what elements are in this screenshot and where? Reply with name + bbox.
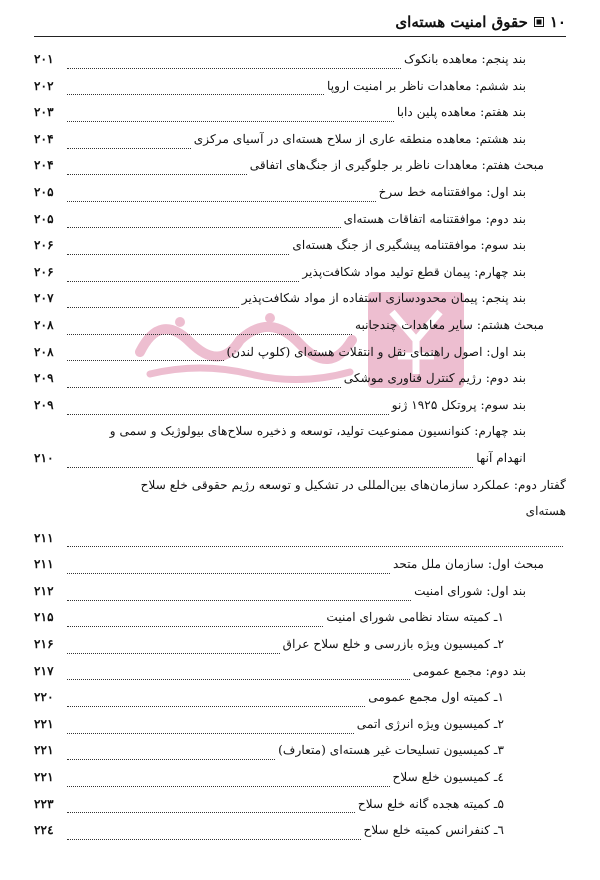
toc-page-number: ۲۱۰	[34, 450, 54, 465]
leader-dots	[67, 242, 289, 255]
toc-entry-title: بند اول: موافقتنامه خط سرخ	[378, 184, 526, 199]
toc-entry-title: بند هشتم: معاهده منطقه عاری از سلاح هسته‌ای در آسیای مرکزی	[193, 131, 526, 146]
toc-page-number: ۲۰۱	[34, 52, 54, 66]
toc-entry	[0, 312, 600, 339]
leader-dots	[67, 800, 355, 813]
leader-dots	[67, 348, 224, 361]
toc-entry-title: ۱ـ کمیته ستاد نظامی شورای امنیت	[326, 610, 504, 625]
toc-page-number: ۲۱۱	[34, 557, 54, 572]
toc-entry	[0, 817, 600, 844]
toc-page-number: ۲۲۳	[34, 796, 54, 811]
leader-dots	[67, 827, 361, 840]
toc-page-number: ۲۱۲	[34, 583, 54, 598]
toc-page-number: ۲۰۶	[34, 238, 54, 253]
toc-entry-line: گفتار دوم: عملکرد سازمان‌های بین‌المللی در تشکیل و توسعه رژیم حقوقی خلع سلاح	[140, 477, 566, 492]
toc-entry	[0, 126, 600, 153]
toc-entry-title: ٤ـ کمیسیون خلع سلاح	[392, 770, 504, 785]
toc-entry	[0, 206, 600, 233]
toc-page-number: ۲۰۲	[34, 78, 54, 93]
toc-entry	[0, 658, 600, 685]
toc-entry-title: مبحث هشتم: سایر معاهدات چندجانبه	[354, 317, 544, 332]
toc-entry-title: بند چهارم: پیمان قطع تولید مواد شکافت‌پذیر	[302, 264, 526, 279]
toc-entry-title: ۲ـ کمیسیون ویژه بازرسی و خلع سلاح عراق	[282, 637, 504, 652]
toc-entry-multiline	[0, 472, 600, 552]
page-number: ۱۰	[549, 13, 566, 31]
toc-page-number: ۲۲۱	[34, 770, 54, 785]
toc-entry-title: بند اول: شورای امنیت	[414, 583, 526, 598]
toc-entry	[0, 604, 600, 631]
leader-dots	[67, 189, 376, 202]
leader-dots	[67, 561, 390, 574]
leader-dots	[67, 375, 341, 388]
toc-page-number: ۲۰۶	[34, 264, 54, 279]
leader-dots	[67, 641, 280, 654]
toc-entry-title: مبحث هفتم: معاهدات ناظر بر جلوگیری از جنگ‌های اتفاقی	[249, 158, 544, 173]
leader-dots	[67, 614, 323, 627]
toc-page-number: ۲۰۹	[34, 397, 54, 412]
book-title: حقوق امنیت هسته‌ای	[395, 13, 528, 31]
leader-dots	[67, 295, 239, 308]
toc-page-number: ۲۰۳	[34, 105, 54, 120]
toc-entry-title: بند سوم: موافقتنامه پیشگیری از جنگ هسته‌ای	[292, 238, 526, 253]
toc-page-number: ۲۰۴	[34, 131, 54, 146]
table-of-contents	[0, 46, 600, 844]
toc-entry-title: ۲ـ کمیسیون ویژه انرژی اتمی	[356, 716, 504, 731]
toc-entry-line: بند چهارم: کنوانسیون ممنوعیت تولید، توسعه و ذخیره سلاح‌های بیولوژیک و سمی و	[109, 424, 526, 439]
toc-entry	[0, 232, 600, 259]
toc-entry-title: ۳ـ کمیسیون تسلیحات غیر هسته‌ای (متعارف)	[278, 743, 504, 758]
toc-entry-title: بند اول: اصول راهنمای نقل و انتقلات هسته‌ای (کلوپ لندن)	[226, 344, 526, 359]
toc-page-number: ۲۱۶	[34, 637, 54, 652]
toc-entry	[0, 339, 600, 366]
leader-dots	[67, 402, 389, 415]
toc-page-number: ۲۰۸	[34, 317, 54, 332]
leader-dots	[67, 747, 275, 760]
toc-entry-line: انهدام آنها	[476, 450, 526, 465]
toc-page-number: ۲۰۸	[34, 344, 54, 359]
toc-page-number: ۲۲۱	[34, 716, 54, 731]
leader-dots	[67, 455, 473, 468]
toc-entry	[0, 152, 600, 179]
leader-dots	[67, 534, 563, 547]
toc-page-number: ۲۲٤	[34, 823, 54, 838]
toc-entry	[0, 578, 600, 605]
toc-entry	[0, 631, 600, 658]
leader-dots	[67, 322, 352, 335]
leader-dots	[67, 162, 247, 175]
toc-entry	[0, 73, 600, 100]
toc-entry-title: بند پنجم: پیمان محدودسازی استفاده از مواد شکافت‌پذیر	[241, 291, 526, 306]
toc-page-number: ۲۲۰	[34, 690, 54, 705]
toc-entry	[0, 711, 600, 738]
toc-entry	[0, 46, 600, 73]
toc-entry	[0, 392, 600, 419]
toc-entry-title: مبحث اول: سازمان ملل متحد	[392, 557, 544, 572]
toc-entry-title: بند سوم: پروتکل ۱۹۲۵ ژنو	[391, 397, 526, 412]
toc-entry-title: بند پنجم: معاهده بانکوک	[403, 52, 526, 66]
toc-page-number: ۲۱۷	[34, 663, 54, 678]
leader-dots	[67, 667, 410, 680]
toc-page-number: ۲۲۱	[34, 743, 54, 758]
square-bullet-icon	[534, 17, 544, 27]
toc-entry	[0, 179, 600, 206]
leader-dots	[67, 136, 191, 149]
leader-dots	[67, 215, 341, 228]
toc-entry-title: ٦ـ کنفرانس کمیته خلع سلاح	[363, 823, 504, 838]
leader-dots	[67, 588, 411, 601]
toc-page-number: ۲۰۹	[34, 371, 54, 386]
toc-page-number: ۲۱۵	[34, 610, 54, 625]
toc-entry-title: بند دوم: مجمع عمومی	[412, 663, 526, 678]
leader-dots	[67, 109, 394, 122]
toc-page-number: ۲۰۴	[34, 158, 54, 173]
toc-entry	[0, 365, 600, 392]
toc-entry	[0, 285, 600, 312]
toc-entry	[0, 99, 600, 126]
leader-dots	[67, 721, 354, 734]
leader-dots	[67, 694, 365, 707]
toc-page-number: ۲۰۷	[34, 291, 54, 306]
page-header	[34, 10, 566, 34]
toc-page-number: ۲۰۵	[34, 211, 54, 226]
toc-entry-title: بند دوم: موافقتنامه اتفاقات هسته‌ای	[343, 211, 526, 226]
toc-page-number: ۲۱۱	[34, 530, 54, 545]
leader-dots	[67, 56, 401, 69]
leader-dots	[67, 82, 324, 95]
toc-entry	[0, 764, 600, 791]
toc-entry-title: بند ششم: معاهدات ناظر بر امنیت اروپا	[327, 78, 526, 93]
toc-entry	[0, 259, 600, 286]
toc-entry	[0, 791, 600, 818]
toc-entry	[0, 684, 600, 711]
toc-entry-title: ۵ـ کمیته هجده گانه خلع سلاح	[357, 796, 504, 811]
toc-entry-multiline	[0, 418, 600, 471]
leader-dots	[67, 269, 299, 282]
toc-entry-title: ۱ـ کمیته اول مجمع عمومی	[368, 690, 504, 705]
toc-entry	[0, 551, 600, 578]
toc-entry-title: بند هفتم: معاهده پلین دابا	[396, 105, 526, 120]
header-rule	[34, 36, 566, 37]
toc-entry-title: بند دوم: رژیم کنترل فناوری موشکی	[343, 371, 526, 386]
toc-page-number: ۲۰۵	[34, 184, 54, 199]
toc-entry	[0, 737, 600, 764]
toc-entry-line: هسته‌ای	[525, 504, 566, 519]
leader-dots	[67, 774, 390, 787]
